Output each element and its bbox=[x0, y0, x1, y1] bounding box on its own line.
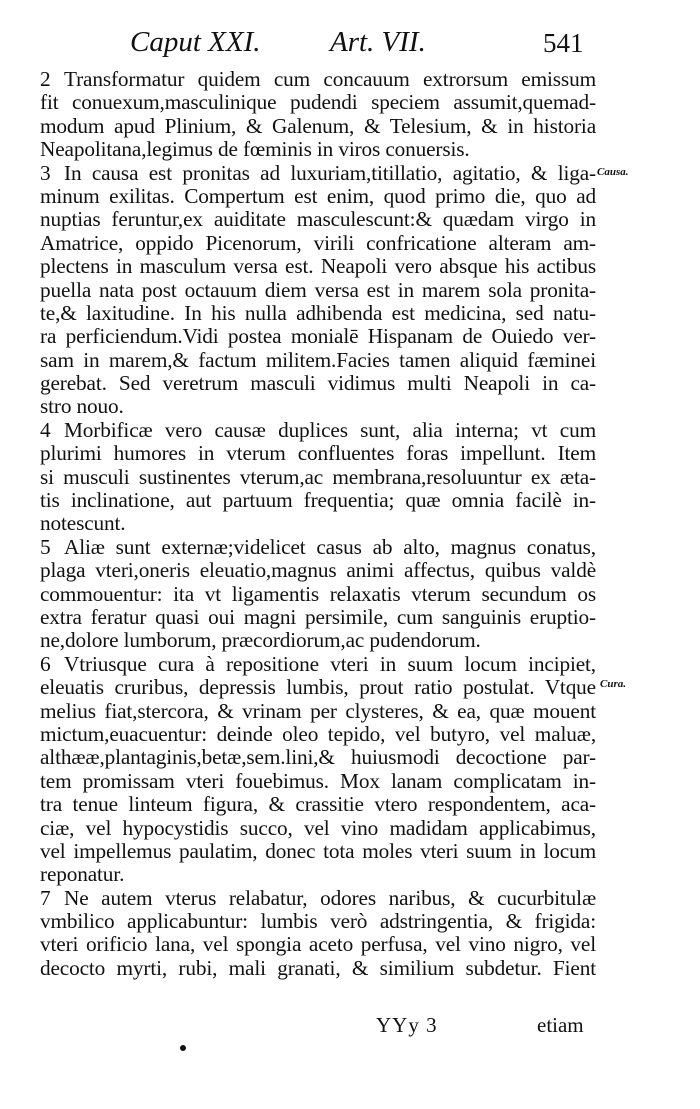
text-line bbox=[40, 489, 596, 512]
paragraph-number: 3 bbox=[40, 160, 51, 185]
text-line bbox=[40, 208, 596, 231]
text-line bbox=[40, 700, 596, 723]
line-text: vteri orificio lana, vel spongia aceto perfusa, vel vino nigro, vel bbox=[40, 932, 596, 957]
text-line bbox=[40, 302, 596, 325]
text-line bbox=[40, 559, 596, 582]
text-line bbox=[40, 887, 596, 910]
text-line bbox=[40, 325, 596, 348]
text-line bbox=[40, 957, 596, 980]
text-line bbox=[40, 185, 596, 208]
text-line bbox=[40, 606, 596, 629]
line-text: fit conuexum,masculinique pudendi speciem assumit,quemad- bbox=[40, 90, 596, 115]
paragraph-number: 5 bbox=[40, 534, 51, 559]
line-text: extra feratur quasi oui magni persimile, cum sanguinis eruptio- bbox=[40, 604, 596, 629]
paragraph-number: 7 bbox=[40, 885, 51, 910]
line-text: te,& laxitudine. In his nulla adhibenda est medicina, sed natu- bbox=[40, 300, 596, 325]
text-line bbox=[40, 653, 596, 676]
text-line bbox=[40, 91, 596, 114]
text-line bbox=[40, 840, 596, 863]
line-text: Morbificæ vero causæ duplices sunt, alia interna; vt cum bbox=[64, 417, 596, 442]
line-text: melius fiat,stercora, & vrinam per clysteres, & ea, quæ mouent bbox=[40, 698, 596, 723]
line-text: Ne autem vterus relabatur, odores naribus, & cucurbitulæ bbox=[64, 885, 596, 910]
text-line bbox=[40, 68, 596, 91]
text-line bbox=[40, 255, 596, 278]
margin-note-cura: Cura. bbox=[600, 678, 626, 690]
paragraph-number: 4 bbox=[40, 417, 51, 442]
text-line bbox=[40, 933, 596, 956]
line-text: minum exilitas. Compertum est enim, quod primo die, quo ad bbox=[40, 183, 596, 208]
text-line bbox=[40, 723, 596, 746]
text-line bbox=[40, 583, 596, 606]
text-line bbox=[40, 349, 596, 372]
line-text: Neapolitana,legimus de fœminis in viros conuersis. bbox=[40, 137, 470, 162]
line-text: vmbilico applicabuntur: lumbis verò adstringentia, & frigida: bbox=[40, 909, 596, 934]
line-text: nuptias feruntur,ex auiditate masculescunt:& quædam virgo in bbox=[40, 207, 596, 232]
text-line bbox=[40, 770, 596, 793]
line-text: althææ,plantaginis,betæ,sem.lini,& huiusmodi decoctione par- bbox=[40, 745, 596, 770]
text-line bbox=[40, 512, 596, 535]
line-text: vel impellemus paulatim, donec tota moles vteri suum in locum bbox=[40, 838, 596, 863]
line-text: notescunt. bbox=[40, 511, 126, 536]
line-text: Amatrice, oppido Picenorum, virili confricatione alteram am- bbox=[40, 230, 596, 255]
line-text: In causa est pronitas ad luxuriam,titillatio, agitatio, & liga- bbox=[64, 160, 596, 185]
text-line bbox=[40, 232, 596, 255]
text-line bbox=[40, 115, 596, 138]
line-text: puella nata post octauum diem versa est in marem sola pronita- bbox=[40, 277, 596, 302]
page-number: 541 bbox=[543, 28, 584, 58]
text-line bbox=[40, 466, 596, 489]
paragraph-number: 2 bbox=[40, 67, 51, 91]
text-line bbox=[40, 793, 596, 816]
line-text: tra tenue linteum figura, & crassitie vtero respondentem, aca- bbox=[40, 792, 596, 817]
text-line bbox=[40, 279, 596, 302]
line-text: gerebat. Sed veretrum masculi vidimus multi Neapoli in ca- bbox=[40, 371, 596, 396]
text-line bbox=[40, 676, 596, 699]
line-text: mictum,euacuentur: deinde oleo tepido, vel butyro, vel maluæ, bbox=[40, 721, 596, 746]
catchword: etiam bbox=[537, 1013, 584, 1037]
line-text: plaga vteri,oneris eleuatio,magnus animi affectus, quibus valdè bbox=[40, 558, 596, 583]
line-text: reponatur. bbox=[40, 862, 125, 887]
page-footer bbox=[0, 1013, 700, 1039]
text-line bbox=[40, 817, 596, 840]
line-text: tem promissam vteri fouebimus. Mox lanam complicatam in- bbox=[40, 768, 596, 793]
line-text: stro nouo. bbox=[40, 394, 124, 419]
paragraph-number: 6 bbox=[40, 651, 51, 676]
text-line bbox=[40, 372, 596, 395]
running-header bbox=[0, 26, 700, 66]
line-text: ciæ, vel hypocystidis succo, vel vino madidam applicabimus, bbox=[40, 815, 596, 840]
text-line bbox=[40, 442, 596, 465]
text-line bbox=[40, 419, 596, 442]
line-text: modum apud Plinium, & Galenum, & Telesium, & in historia bbox=[40, 113, 596, 138]
line-text: Vtriusque cura à repositione vteri in suum locum incipiet, bbox=[64, 651, 596, 676]
line-text: Transformatur quidem cum concauum extrorsum emissum bbox=[64, 67, 596, 91]
line-text: eleuatis cruribus, depressis lumbis, prout ratio postulat. Vtque bbox=[40, 675, 596, 700]
line-text: si musculi sustinentes vterum,ac membrana,resoluuntur ex æta- bbox=[40, 464, 596, 489]
line-text: ne,dolore lumborum, præcordiorum,ac pudendorum. bbox=[40, 628, 481, 653]
line-text: commouentur: ita vt ligamentis relaxatis vterum secundum os bbox=[40, 581, 596, 606]
chapter-heading: Caput XXI. bbox=[130, 26, 261, 58]
line-text: sam in marem,& factum militem.Facies tamen aliquid fæminei bbox=[40, 347, 596, 372]
line-text: tis inclinatione, aut partuum frequentia; quæ omnia facilè in- bbox=[40, 488, 596, 513]
line-text: Aliæ sunt externæ;videlicet casus ab alto, magnus conatus, bbox=[64, 534, 596, 559]
signature-mark: YYy 3 bbox=[376, 1013, 438, 1037]
article-heading: Art. VII. bbox=[330, 26, 426, 58]
text-line bbox=[40, 138, 596, 161]
text-line bbox=[40, 746, 596, 769]
line-text: plectens in masculum versa est. Neapoli vero absque his actibus bbox=[40, 254, 596, 279]
ink-dot bbox=[180, 1045, 186, 1051]
line-text: plurimi humores in vterum confluentes foras impellunt. Item bbox=[40, 441, 596, 466]
margin-note-causa: Causa. bbox=[597, 166, 629, 178]
text-line bbox=[40, 629, 596, 652]
text-line bbox=[40, 910, 596, 933]
text-line bbox=[40, 863, 596, 886]
text-line bbox=[40, 536, 596, 559]
text-line bbox=[40, 395, 596, 418]
line-text: ra perficiendum.Vidi postea monialē Hispanam de Ouiedo ver- bbox=[40, 324, 596, 349]
line-text: decocto myrti, rubi, mali granati, & similium subdetur. Fient bbox=[40, 955, 596, 980]
text-line bbox=[40, 162, 596, 185]
main-text-block bbox=[40, 68, 596, 980]
